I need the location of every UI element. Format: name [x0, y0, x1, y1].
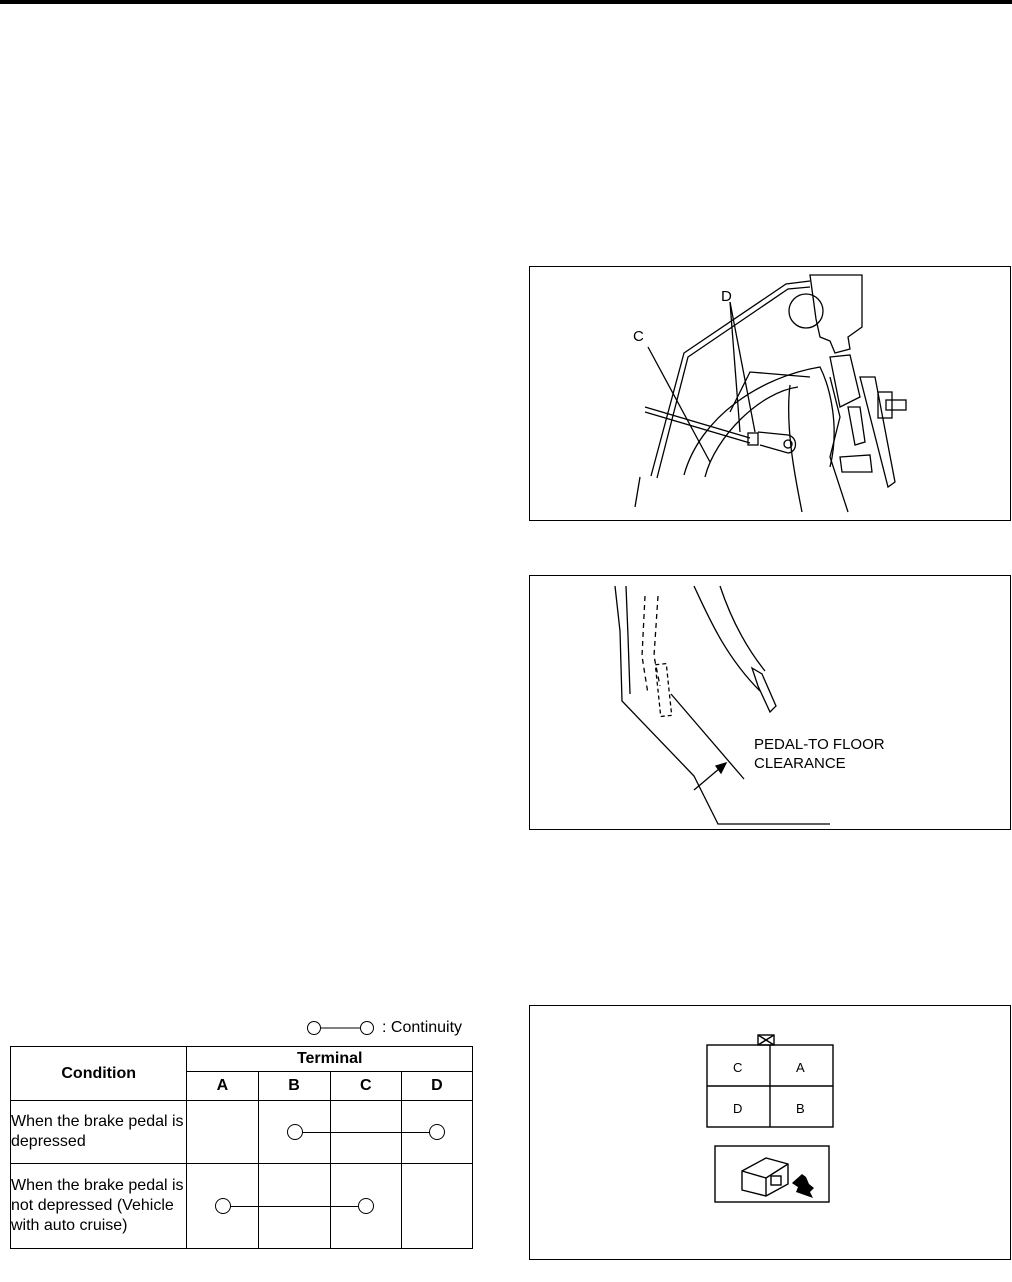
continuity-legend-label: : Continuity — [382, 1019, 463, 1036]
top-rule — [0, 0, 1012, 4]
terminal-a-header: A — [187, 1072, 258, 1101]
terminal-header: Terminal — [187, 1047, 473, 1072]
pedal-clearance-drawing — [530, 576, 1010, 829]
terminal-b-header: B — [258, 1072, 330, 1101]
callout-d: D — [721, 288, 732, 305]
continuity-symbol — [304, 1018, 382, 1040]
terminal-b-label: B — [796, 1101, 805, 1116]
continuity-table — [10, 1046, 473, 1249]
condition-header: Condition — [11, 1047, 187, 1101]
table-row — [11, 1164, 473, 1249]
continuity-dot — [429, 1124, 445, 1140]
connector-drawing — [530, 1006, 1010, 1259]
terminal-d-label: D — [733, 1101, 743, 1116]
clearance-label-line1: PEDAL-TO FLOOR — [754, 736, 885, 753]
condition-cell: When the brake pedal is not depressed (Vehicle with auto cruise) — [11, 1164, 187, 1249]
continuity-legend — [300, 1018, 472, 1040]
terminal-cell — [401, 1164, 472, 1249]
terminal-cell — [187, 1101, 258, 1164]
pedal-switch-figure — [529, 266, 1011, 521]
table-row — [11, 1101, 473, 1164]
terminal-c-header: C — [330, 1072, 401, 1101]
continuity-wire — [223, 1206, 366, 1207]
pedal-clearance-figure — [529, 575, 1011, 830]
terminal-a-label: A — [796, 1060, 805, 1075]
pedal-switch-drawing — [530, 267, 1010, 520]
clearance-label-line2: CLEARANCE — [754, 755, 846, 772]
connector-figure — [529, 1005, 1011, 1260]
terminal-cell — [258, 1101, 330, 1164]
continuity-dot — [215, 1198, 231, 1214]
terminal-c-label: C — [733, 1060, 743, 1075]
continuity-wire — [295, 1132, 438, 1133]
condition-cell: When the brake pedal is depressed — [11, 1101, 187, 1164]
terminal-d-header: D — [401, 1072, 472, 1101]
callout-c: C — [633, 328, 644, 345]
continuity-dot — [287, 1124, 303, 1140]
terminal-cell — [187, 1164, 258, 1249]
continuity-dot — [358, 1198, 374, 1214]
